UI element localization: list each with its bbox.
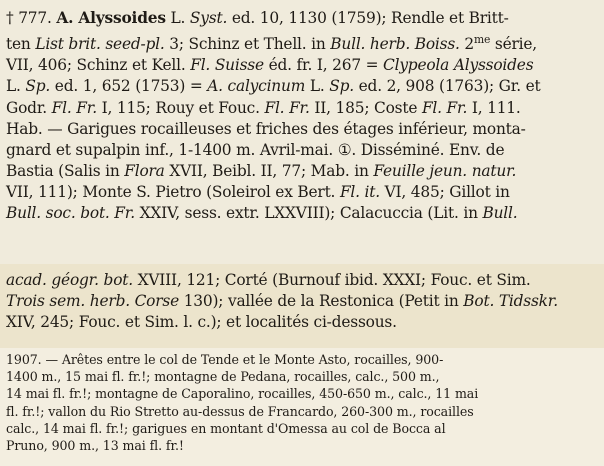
text-segment: fl. fr.!; vallon du Rio Stretto au-dessus de Francardo, 260-300 m., rocailles xyxy=(6,403,474,419)
text-segment: 3; Schinz et Thell. in xyxy=(164,35,331,54)
text-segment: Flora xyxy=(124,161,165,180)
text-line xyxy=(6,182,598,203)
text-segment: Bull. xyxy=(482,203,518,222)
text-line xyxy=(6,203,598,224)
text-segment: Fl. Suisse xyxy=(190,56,264,75)
observation-line xyxy=(6,403,598,420)
text-segment: II, 185; Coste xyxy=(309,98,422,117)
text-segment: Hab. — Garigues rocailleuses et friches des étages inférieur, monta- xyxy=(6,119,526,138)
text-segment: ed. 10, 1130 (1759); Rendle et Britt- xyxy=(227,9,509,27)
text-line xyxy=(6,55,598,76)
text-line xyxy=(6,76,598,97)
observations-1907 xyxy=(6,351,598,454)
species-entry-text xyxy=(6,8,598,224)
text-segment: XXIV, sess. extr. LXXVIII); Calacuccia (Lit. in xyxy=(134,203,483,222)
text-segment: me xyxy=(474,33,491,47)
text-segment: série, xyxy=(490,35,537,54)
text-segment: XVII, Beibl. II, 77; Mab. in xyxy=(164,161,374,180)
text-segment: Sp. xyxy=(25,77,51,96)
text-segment: I, 115; Rouy et Fouc. xyxy=(96,98,265,117)
text-segment: Bot. Tidsskr. xyxy=(463,291,558,310)
text-line xyxy=(6,291,598,312)
text-segment: L. xyxy=(6,77,26,96)
text-segment: 2 xyxy=(459,35,475,54)
text-segment: 1400 m., 15 mai fl. fr.!; montagne de Pedana, rocailles, calc., 500 m., xyxy=(6,369,440,385)
text-segment: éd. fr. I, 267 = xyxy=(263,56,384,75)
text-segment: Bastia (Salis in xyxy=(6,161,125,180)
text-segment: 14 mai fl. fr.!; montagne de Caporalino, rocailles, 450-650 m., calc., 11 mai xyxy=(6,386,479,402)
text-segment: ed. 2, 908 (1763); Gr. et xyxy=(353,77,541,96)
text-segment: List brit. seed-pl. xyxy=(35,35,165,54)
text-segment: XVIII, 121; Corté (Burnouf ibid. XXXI; Fouc. et Sim. xyxy=(132,271,531,289)
observation-line xyxy=(6,368,598,385)
text-segment: Feuille jeun. natur. xyxy=(373,161,517,180)
text-segment: XIV, 245; Fouc. et Sim. l. c.); et localités ci-dessous. xyxy=(6,312,397,331)
text-line xyxy=(6,98,598,119)
text-segment: A. Alyssoides xyxy=(56,9,166,27)
text-line xyxy=(6,140,598,161)
text-segment: ten xyxy=(6,35,36,54)
text-segment: A. calycinum xyxy=(207,77,306,96)
text-segment: VII, 406; Schinz et Kell. xyxy=(6,56,191,75)
text-line xyxy=(6,119,598,140)
text-line xyxy=(6,8,598,29)
text-line xyxy=(6,29,598,55)
text-segment: Sp. xyxy=(329,77,354,96)
text-segment: Syst. xyxy=(189,9,228,27)
text-segment: Bull. soc. bot. Fr. xyxy=(6,203,135,222)
text-segment: Clypeola Alyssoides xyxy=(383,56,534,75)
observation-line xyxy=(6,351,598,368)
text-segment: gnard et supalpin inf., 1-1400 m. Avril-mai. ①. Disséminé. Env. de xyxy=(6,140,505,159)
text-segment: Bull. herb. Boiss. xyxy=(330,35,460,54)
text-segment: Fl. Fr. xyxy=(264,98,310,117)
text-segment: 130); vallée de la Restonica (Petit in xyxy=(179,291,464,310)
text-segment: Fl. it. xyxy=(339,182,380,201)
text-segment: L. xyxy=(165,9,190,27)
text-segment: 1907. — Arêtes entre le col de Tende et le Monte Asto, rocailles, 900- xyxy=(6,352,444,367)
text-segment: Trois sem. herb. Corse xyxy=(6,291,180,310)
text-line xyxy=(6,312,598,333)
text-segment: VII, 111); Monte S. Pietro (Soleirol ex Bert. xyxy=(6,182,340,201)
text-segment: acad. géogr. bot. xyxy=(6,271,133,289)
text-segment: L. xyxy=(305,77,330,96)
text-segment: calc., 14 mai fl. fr.!; garigues en montant d'Omessa au col de Bocca al xyxy=(6,420,446,436)
observation-line xyxy=(6,420,598,437)
text-segment: Godr. xyxy=(6,98,52,117)
text-segment: I, 111. xyxy=(467,98,521,117)
species-entry-continuation xyxy=(6,270,598,332)
text-segment: Fl. Fr. xyxy=(421,98,468,117)
observation-line xyxy=(6,385,598,402)
observation-line xyxy=(6,437,598,454)
text-line xyxy=(6,270,598,291)
text-segment: Fl. Fr. xyxy=(51,98,97,117)
text-segment: † 777. xyxy=(6,9,57,27)
text-segment: VI, 485; Gillot in xyxy=(379,182,510,201)
text-line xyxy=(6,161,598,182)
text-segment: ed. 1, 652 (1753) = xyxy=(50,77,208,96)
text-segment: Pruno, 900 m., 13 mai fl. fr.! xyxy=(6,438,184,454)
